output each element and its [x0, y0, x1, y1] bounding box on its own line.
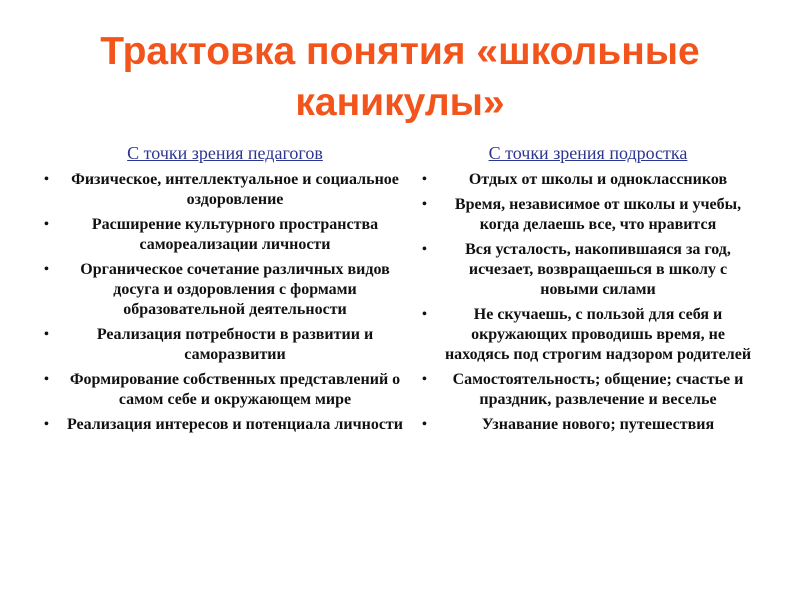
bullet-icon: •: [44, 417, 49, 432]
teenager-list: [418, 170, 758, 435]
list-item-text: Не скучаешь, с пользой для себя и окружающих проводишь время, не находясь под строгим надзором родителей: [444, 306, 752, 363]
list-item-text: Вся усталость, накопившаяся за год, исчезает, возвращаешься в школу с новыми силами: [465, 241, 731, 298]
list-item-text: Органическое сочетание различных видов досуга и оздоровления с формами образовательной деятельности: [80, 261, 390, 318]
bullet-icon: •: [44, 262, 49, 277]
slide-title: Трактовка понятия «школьные каникулы»: [100, 30, 700, 124]
teenager-column: [418, 142, 758, 440]
educators-heading: С точки зрения педагогов: [127, 143, 323, 163]
bullet-icon: •: [422, 307, 427, 322]
list-item: [40, 370, 410, 410]
list-item-text: Отдых от школы и одноклассников: [468, 171, 728, 188]
educators-column: [40, 142, 410, 440]
list-item-text: Реализация интересов и потенциала личности: [66, 416, 404, 433]
bullet-icon: •: [44, 217, 49, 232]
list-item: [40, 215, 410, 255]
list-item: [418, 305, 758, 365]
list-item-text: Самостоятельность; общение; счастье и праздник, развлечение и веселье: [452, 371, 744, 408]
list-item-text: Узнавание нового; путешествия: [481, 416, 715, 433]
educators-list: [40, 170, 410, 435]
list-item: [40, 325, 410, 365]
bullet-icon: •: [422, 172, 427, 187]
list-item: [40, 170, 410, 210]
list-item-text: Физическое, интеллектуальное и социальное оздоровление: [71, 171, 399, 208]
bullet-icon: •: [44, 172, 49, 187]
bullet-icon: •: [422, 372, 427, 387]
list-item-text: Формирование собственных представлений о самом себе и окружающем мире: [69, 371, 401, 408]
list-item-text: Время, независимое от школы и учебы, когда делаешь все, что нравится: [454, 196, 742, 233]
list-item-text: Расширение культурного пространства самореализации личности: [91, 216, 379, 253]
bullet-icon: •: [422, 417, 427, 432]
teenager-heading: С точки зрения подростка: [488, 143, 688, 163]
list-item: [418, 415, 758, 435]
bullet-icon: •: [44, 327, 49, 342]
list-item: [418, 195, 758, 235]
bullet-icon: •: [44, 372, 49, 387]
bullet-icon: •: [422, 197, 427, 212]
list-item: [40, 415, 410, 435]
list-item: [418, 240, 758, 300]
list-item: [40, 260, 410, 320]
list-item: [418, 370, 758, 410]
list-item: [418, 170, 758, 190]
list-item-text: Реализация потребности в развитии и саморазвитии: [96, 326, 374, 363]
bullet-icon: •: [422, 242, 427, 257]
